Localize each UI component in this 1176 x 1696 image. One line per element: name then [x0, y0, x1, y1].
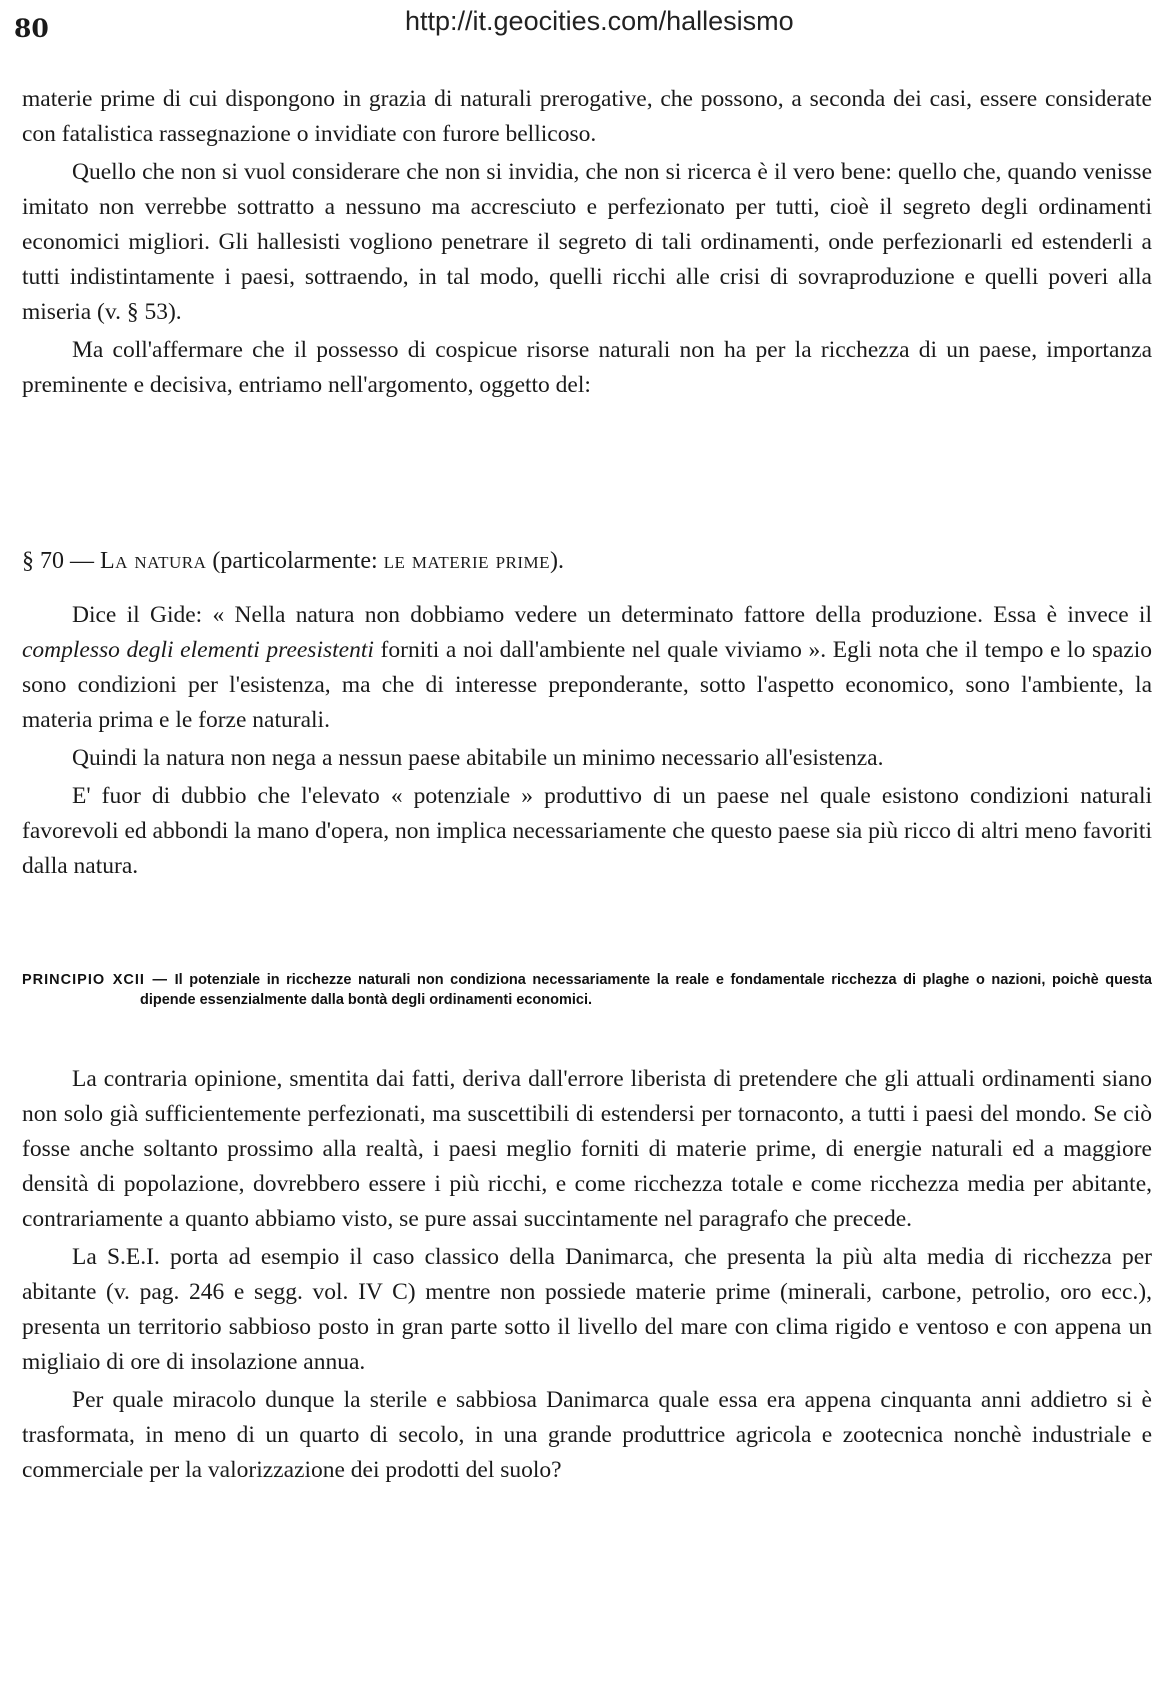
- paragraph: Quindi la natura non nega a nessun paese abitabile un minimo necessario all'esistenza.: [72, 745, 884, 771]
- principle-box: [22, 970, 1152, 1010]
- section-paren-open: (particolarmente:: [212, 548, 378, 574]
- section-title: La natura: [100, 548, 207, 574]
- principle-text: Il potenziale in ricchezze naturali non condiziona necessariamente la reale e fondamentale ricchezza di plaghe o nazioni, poichè questa dipende essenzialmente dalla bontà degli ordinamenti economici.: [140, 972, 1152, 1008]
- paragraph: E' fuor di dubbio che l'elevato « potenziale » produttivo di un paese nel quale esistono condizioni naturali favorevoli ed abbondi la mano d'opera, non implica necessariamente che questo paese sia più ricco di altri meno favoriti dalla natura.: [22, 783, 1152, 879]
- text-block-section: [22, 598, 1152, 884]
- paragraph: Per quale miracolo dunque la sterile e sabbiosa Danimarca quale essa era appena cinquanta anni addietro si è trasformata, in meno di un quarto di secolo, in una grande produttrice agricola e zootecnica nonchè industriale e commerciale per la valorizzazione dei prodotti del suolo?: [22, 1387, 1152, 1483]
- paragraph: La contraria opinione, smentita dai fatti, deriva dall'errore liberista di pretendere che gli attuali ordinamenti siano non solo già sufficientemente perfezionati, ma suscettibili di estendersi per tornaconto, a tutti i paesi del mondo. Se ciò fosse anche soltanto prossimo alla realtà, i paesi meglio forniti di materie prime, di energie naturali ed a maggiore densità di popolazione, dovrebbero essere i più ricchi, e come ricchezza totale e come ricchezza media per abitante, contrariamente a quanto abbiamo visto, se pure assai succintamente nel paragrafo che precede.: [22, 1066, 1152, 1232]
- section-paren-close: ).: [550, 548, 565, 574]
- principle-label: PRINCIPIO XCII —: [22, 972, 168, 988]
- section-number: § 70 —: [22, 548, 94, 574]
- section-subtitle: le materie prime: [383, 548, 551, 574]
- paragraph: materie prime di cui dispongono in grazia di naturali prerogative, che possono, a seconda dei casi, essere considerate con fatalistica rassegnazione o invidiate con furore bellicoso.: [22, 86, 1152, 147]
- paragraph: Ma coll'affermare che il possesso di cospicue risorse naturali non ha per la ricchezza di un paese, importanza preminente e decisiva, entriamo nell'argomento, oggetto del:: [22, 337, 1152, 398]
- header-url: http://it.geocities.com/hallesismo: [405, 6, 794, 36]
- paragraph: [22, 598, 1152, 738]
- paragraph: La S.E.I. porta ad esempio il caso classico della Danimarca, che presenta la più alta media di ricchezza per abitante (v. pag. 246 e segg. vol. IV C) mentre non possiede materie prime (minerali, carbone, petrolio, oro ecc.), presenta un territorio sabbioso posto in gran parte sotto il livello del mare con clima rigido e ventoso e con appena un migliaio di ore di insolazione annua.: [22, 1244, 1152, 1375]
- section-heading: [22, 548, 564, 575]
- text-block-conclusion: [22, 1062, 1152, 1488]
- paragraph-text: Dice il Gide: « Nella natura non dobbiamo vedere un determinato fattore della produzione. Essa è invece il: [72, 602, 1152, 628]
- page-number: 80: [14, 14, 49, 43]
- paragraph-text: forniti a noi dall'ambiente nel quale viviamo ». Egli nota che il tempo e lo spazio sono condizioni per l'esistenza, ma che di interesse preponderante, sotto l'aspetto economico, sono l'ambiente, la materia prima e le forze naturali.: [22, 637, 1152, 733]
- text-block-intro: [22, 82, 1152, 403]
- paragraph: Quello che non si vuol considerare che non si invidia, che non si ricerca è il vero bene: quello che, quando venisse imitato non verrebbe sottratto a nessuno ma accresciuto e perfezionato per tutti, cioè il segreto degli ordinamenti economici migliori. Gli hallesisti vogliono penetrare il segreto di tali ordinamenti, onde perfezionarli ed estenderli a tutti indistintamente i paesi, sottraendo, in tal modo, quelli ricchi alle crisi di sovraproduzione e quelli poveri alla miseria (v. § 53).: [22, 159, 1152, 325]
- italic-phrase: complesso degli elementi preesistenti: [22, 637, 374, 663]
